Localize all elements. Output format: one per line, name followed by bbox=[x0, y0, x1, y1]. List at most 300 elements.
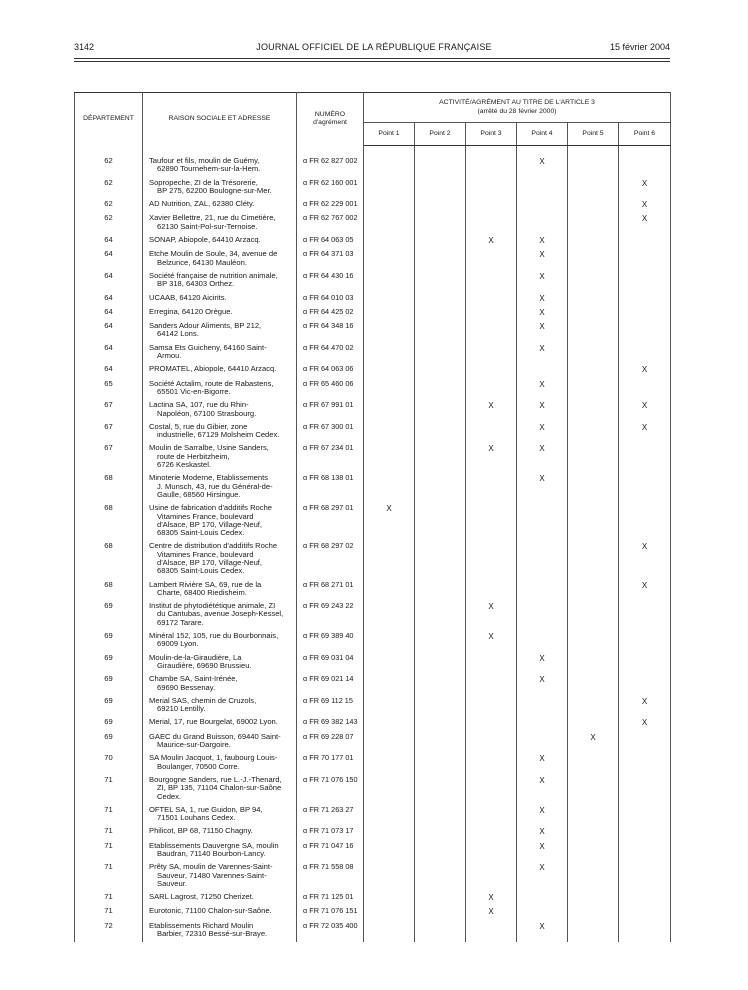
departement-cell: 68 bbox=[75, 473, 143, 499]
point-6-cell bbox=[619, 906, 671, 916]
point-2-cell bbox=[415, 443, 466, 469]
address-line: Merial SAS, chemin de Cruzols, bbox=[149, 695, 257, 705]
table-row bbox=[75, 892, 671, 902]
departement-cell: 62 bbox=[75, 199, 143, 209]
point-4-cell bbox=[517, 674, 568, 692]
check-mark: X bbox=[641, 365, 648, 375]
point-5-cell bbox=[568, 753, 619, 771]
address-line: Etche Moulin de Soule, 34, avenue de bbox=[149, 249, 278, 259]
table-row bbox=[75, 674, 671, 692]
point-2-cell bbox=[415, 199, 466, 209]
col-header-point-1: Point 1 bbox=[364, 123, 415, 146]
check-mark: X bbox=[539, 754, 545, 764]
raison-sociale-cell bbox=[143, 443, 297, 469]
numero-agrement-cell: α FR 69 112 15 bbox=[297, 696, 364, 714]
numero-agrement-cell: α FR 67 991 01 bbox=[297, 400, 364, 418]
point-3-cell bbox=[466, 249, 517, 267]
address-line: Vitamines France, boulevard bbox=[157, 549, 254, 559]
numero-agrement-cell: α FR 71 125 01 bbox=[297, 892, 364, 902]
numero-agrement-cell: α FR 69 031 04 bbox=[297, 653, 364, 671]
table-row bbox=[75, 775, 671, 801]
point-3-cell bbox=[466, 213, 517, 231]
table-row bbox=[75, 580, 671, 598]
raison-sociale-cell bbox=[143, 307, 297, 317]
point-5-cell bbox=[568, 921, 619, 939]
point-2-cell bbox=[415, 271, 466, 289]
raison-sociale-cell bbox=[143, 732, 297, 750]
point-3-cell bbox=[466, 422, 517, 440]
address-line: 69009 Lyon. bbox=[157, 639, 199, 649]
point-6-cell bbox=[619, 235, 671, 245]
raison-sociale-cell bbox=[143, 249, 297, 267]
point-4-cell bbox=[517, 271, 568, 289]
point-6-cell bbox=[619, 307, 671, 317]
address-line: Bourgogne Sanders, rue L.-J.-Thenard, bbox=[149, 774, 282, 784]
point-3-cell bbox=[466, 892, 517, 902]
point-5-cell bbox=[568, 293, 619, 303]
point-4-cell bbox=[517, 473, 568, 499]
point-6-cell bbox=[619, 775, 671, 801]
point-3-cell bbox=[466, 826, 517, 836]
point-1-cell bbox=[364, 503, 415, 537]
point-4-cell bbox=[517, 631, 568, 649]
address-line: 69690 Bessenay. bbox=[157, 682, 216, 692]
point-4-cell bbox=[517, 364, 568, 374]
point-1-cell bbox=[364, 826, 415, 836]
point-6-cell bbox=[619, 717, 671, 727]
point-4-cell bbox=[517, 862, 568, 888]
point-3-cell bbox=[466, 653, 517, 671]
point-2-cell bbox=[415, 321, 466, 339]
point-4-cell bbox=[517, 775, 568, 801]
raison-sociale-cell bbox=[143, 503, 297, 537]
point-4-cell bbox=[517, 753, 568, 771]
address-line: Centre de distribution d'additifs Roche bbox=[149, 541, 278, 551]
departement-cell: 67 bbox=[75, 400, 143, 418]
numero-agrement-cell: α FR 62 229 001 bbox=[297, 199, 364, 209]
raison-sociale-cell bbox=[143, 156, 297, 174]
table-row bbox=[75, 343, 671, 361]
point-5-cell bbox=[568, 473, 619, 499]
point-2-cell bbox=[415, 213, 466, 231]
point-3-cell bbox=[466, 696, 517, 714]
table-row bbox=[75, 443, 671, 469]
point-6-cell bbox=[619, 631, 671, 649]
point-1-cell bbox=[364, 364, 415, 374]
table-row bbox=[75, 178, 671, 196]
address-line: d'Alsace, BP 170, Village-Neuf, bbox=[157, 557, 263, 567]
point-4-cell bbox=[517, 541, 568, 575]
point-2-cell bbox=[415, 696, 466, 714]
point-1-cell bbox=[364, 400, 415, 418]
point-6-cell bbox=[619, 601, 671, 627]
numero-agrement-cell: α FR 62 827 002 bbox=[297, 156, 364, 174]
numero-agrement-cell: α FR 64 348 16 bbox=[297, 321, 364, 339]
point-3-cell bbox=[466, 862, 517, 888]
point-3-cell bbox=[466, 199, 517, 209]
point-6-cell bbox=[619, 674, 671, 692]
check-mark: X bbox=[539, 653, 545, 663]
departement-cell: 64 bbox=[75, 343, 143, 361]
address-line: Sopropeche, ZI de la Trésorerie, bbox=[149, 177, 258, 187]
raison-sociale-cell bbox=[143, 696, 297, 714]
point-5-cell bbox=[568, 841, 619, 859]
raison-sociale-cell bbox=[143, 674, 297, 692]
point-6-cell bbox=[619, 249, 671, 267]
address-line: Maurice-sur-Dargoire. bbox=[157, 740, 231, 750]
address-line: ZI, BP 135, 71104 Chalon-sur-Saône bbox=[157, 783, 282, 793]
point-5-cell bbox=[568, 343, 619, 361]
point-3-cell bbox=[466, 178, 517, 196]
departement-cell: 69 bbox=[75, 653, 143, 671]
departement-cell: 64 bbox=[75, 321, 143, 339]
point-5-cell bbox=[568, 906, 619, 916]
col-header-activite bbox=[364, 93, 671, 123]
address-line: Lambert Rivière SA, 69, rue de la bbox=[149, 579, 262, 589]
point-4-cell bbox=[517, 503, 568, 537]
point-3-cell bbox=[466, 541, 517, 575]
numero-agrement-cell: α FR 68 138 01 bbox=[297, 473, 364, 499]
point-2-cell bbox=[415, 601, 466, 627]
point-4-cell bbox=[517, 921, 568, 939]
address-line: 69172 Tarare. bbox=[157, 617, 204, 627]
col-header-raison-sociale: RAISON SOCIALE ET ADRESSE bbox=[143, 93, 297, 146]
address-line: AD Nutrition, ZAL, 62380 Cléty. bbox=[149, 199, 255, 209]
point-6-cell bbox=[619, 364, 671, 374]
point-3-cell bbox=[466, 717, 517, 727]
departement-cell: 64 bbox=[75, 307, 143, 317]
numero-agrement-cell: α FR 70 177 01 bbox=[297, 753, 364, 771]
point-5-cell bbox=[568, 775, 619, 801]
point-1-cell bbox=[364, 178, 415, 196]
check-mark: X bbox=[539, 921, 545, 931]
departement-cell: 68 bbox=[75, 541, 143, 575]
point-1-cell bbox=[364, 580, 415, 598]
numero-agrement-cell: α FR 68 297 02 bbox=[297, 541, 364, 575]
agrement-label: d'agrément bbox=[313, 119, 347, 127]
check-mark: X bbox=[539, 307, 545, 317]
table-row bbox=[75, 307, 671, 317]
raison-sociale-cell bbox=[143, 321, 297, 339]
table-row bbox=[75, 422, 671, 440]
point-6-cell bbox=[619, 580, 671, 598]
point-6-cell bbox=[619, 653, 671, 671]
address-line: Etablissements Richard Moulin bbox=[149, 920, 254, 930]
raison-sociale-cell bbox=[143, 580, 297, 598]
point-6-cell bbox=[619, 696, 671, 714]
check-mark: X bbox=[488, 907, 494, 917]
point-2-cell bbox=[415, 826, 466, 836]
departement-cell: 62 bbox=[75, 156, 143, 174]
address-line: Etablissements Dauvergne SA, moulin bbox=[149, 840, 279, 850]
check-mark: X bbox=[641, 200, 648, 210]
address-line: PROMATEL, Abiopole, 64410 Arzacq. bbox=[149, 364, 277, 374]
address-line: Société Actalim, route de Rabastens, bbox=[149, 378, 274, 388]
check-mark: X bbox=[539, 236, 545, 246]
check-mark: X bbox=[539, 293, 545, 303]
point-5-cell bbox=[568, 156, 619, 174]
point-1-cell bbox=[364, 805, 415, 823]
point-4-cell bbox=[517, 293, 568, 303]
raison-sociale-cell bbox=[143, 805, 297, 823]
point-2-cell bbox=[415, 841, 466, 859]
col-header-point-3: Point 3 bbox=[466, 123, 517, 146]
point-1-cell bbox=[364, 674, 415, 692]
point-2-cell bbox=[415, 921, 466, 939]
point-1-cell bbox=[364, 732, 415, 750]
table-row bbox=[75, 213, 671, 231]
raison-sociale-cell bbox=[143, 541, 297, 575]
agrement-table bbox=[74, 92, 671, 942]
address-line: Armou. bbox=[157, 351, 182, 361]
point-5-cell bbox=[568, 178, 619, 196]
point-3-cell bbox=[466, 379, 517, 397]
point-6-cell bbox=[619, 841, 671, 859]
point-2-cell bbox=[415, 235, 466, 245]
header-rule bbox=[74, 58, 670, 59]
point-2-cell bbox=[415, 653, 466, 671]
point-3-cell bbox=[466, 580, 517, 598]
point-2-cell bbox=[415, 862, 466, 888]
raison-sociale-cell bbox=[143, 271, 297, 289]
point-6-cell bbox=[619, 199, 671, 209]
check-mark: X bbox=[488, 632, 494, 642]
point-5-cell bbox=[568, 213, 619, 231]
table-row bbox=[75, 653, 671, 671]
numero-agrement-cell: α FR 71 076 150 bbox=[297, 775, 364, 801]
point-1-cell bbox=[364, 753, 415, 771]
col-header-point-2: Point 2 bbox=[415, 123, 466, 146]
departement-cell: 71 bbox=[75, 805, 143, 823]
departement-cell: 70 bbox=[75, 753, 143, 771]
point-1-cell bbox=[364, 717, 415, 727]
check-mark: X bbox=[641, 542, 648, 552]
point-5-cell bbox=[568, 674, 619, 692]
address-line: Eurotonic, 71100 Chalon-sur-Saône. bbox=[149, 906, 272, 916]
point-6-cell bbox=[619, 178, 671, 196]
raison-sociale-cell bbox=[143, 892, 297, 902]
point-1-cell bbox=[364, 841, 415, 859]
point-4-cell bbox=[517, 379, 568, 397]
departement-cell: 71 bbox=[75, 892, 143, 902]
check-mark: X bbox=[488, 444, 494, 454]
point-3-cell bbox=[466, 307, 517, 317]
address-line: Usine de fabrication d'additifs Roche bbox=[149, 503, 273, 513]
point-4-cell bbox=[517, 400, 568, 418]
numero-agrement-cell: α FR 72 035 400 bbox=[297, 921, 364, 939]
point-2-cell bbox=[415, 178, 466, 196]
activite-subtitle: (arrêté du 28 février 2000) bbox=[477, 107, 557, 115]
address-line: Chambe SA, Saint-Irénée, bbox=[149, 674, 238, 684]
point-6-cell bbox=[619, 892, 671, 902]
table-row bbox=[75, 271, 671, 289]
check-mark: X bbox=[539, 422, 545, 432]
point-2-cell bbox=[415, 379, 466, 397]
point-5-cell bbox=[568, 601, 619, 627]
numero-agrement-cell: α FR 64 425 02 bbox=[297, 307, 364, 317]
check-mark: X bbox=[641, 214, 648, 224]
point-5-cell bbox=[568, 443, 619, 469]
point-6-cell bbox=[619, 732, 671, 750]
address-line: 69210 Lentilly. bbox=[157, 704, 206, 714]
point-1-cell bbox=[364, 271, 415, 289]
col-header-point-5: Point 5 bbox=[568, 123, 619, 146]
address-line: BP 275, 62200 Boulogne-sur-Mer. bbox=[157, 185, 272, 195]
check-mark: X bbox=[641, 422, 648, 432]
check-mark: X bbox=[539, 322, 545, 332]
address-line: Philicot, BP 68, 71150 Chagny. bbox=[149, 826, 253, 836]
numero-agrement-cell: α FR 64 063 05 bbox=[297, 235, 364, 245]
point-5-cell bbox=[568, 862, 619, 888]
activite-title: ACTIVITÉ/AGRÉMENT AU TITRE DE L'ARTICLE 3 bbox=[439, 99, 595, 107]
address-line: Vitamines France, boulevard bbox=[157, 511, 254, 521]
point-4-cell bbox=[517, 826, 568, 836]
departement-cell: 64 bbox=[75, 249, 143, 267]
point-1-cell bbox=[364, 213, 415, 231]
numero-agrement-cell: α FR 68 297 01 bbox=[297, 503, 364, 537]
point-4-cell bbox=[517, 601, 568, 627]
point-3-cell bbox=[466, 601, 517, 627]
table-row bbox=[75, 249, 671, 267]
raison-sociale-cell bbox=[143, 862, 297, 888]
raison-sociale-cell bbox=[143, 422, 297, 440]
point-5-cell bbox=[568, 717, 619, 727]
table-row bbox=[75, 805, 671, 823]
point-2-cell bbox=[415, 674, 466, 692]
point-4-cell bbox=[517, 213, 568, 231]
raison-sociale-cell bbox=[143, 775, 297, 801]
numero-agrement-cell: α FR 69 228 07 bbox=[297, 732, 364, 750]
point-3-cell bbox=[466, 364, 517, 374]
point-3-cell bbox=[466, 156, 517, 174]
table-row bbox=[75, 921, 671, 939]
point-6-cell bbox=[619, 826, 671, 836]
point-2-cell bbox=[415, 753, 466, 771]
check-mark: X bbox=[590, 732, 596, 742]
point-1-cell bbox=[364, 343, 415, 361]
point-2-cell bbox=[415, 156, 466, 174]
point-4-cell bbox=[517, 580, 568, 598]
departement-cell: 71 bbox=[75, 826, 143, 836]
check-mark: X bbox=[539, 401, 545, 411]
raison-sociale-cell bbox=[143, 293, 297, 303]
address-line: Gaulle, 68560 Hirsingue. bbox=[157, 489, 241, 499]
check-mark: X bbox=[641, 178, 648, 188]
departement-cell: 71 bbox=[75, 841, 143, 859]
check-mark: X bbox=[539, 841, 545, 851]
point-4-cell bbox=[517, 249, 568, 267]
table-row bbox=[75, 503, 671, 537]
table-row bbox=[75, 841, 671, 859]
point-1-cell bbox=[364, 379, 415, 397]
point-4-cell bbox=[517, 892, 568, 902]
address-line: Minéral 152, 105, rue du Bourbonnais, bbox=[149, 631, 279, 641]
point-2-cell bbox=[415, 343, 466, 361]
point-3-cell bbox=[466, 753, 517, 771]
table-row bbox=[75, 826, 671, 836]
check-mark: X bbox=[641, 401, 648, 411]
point-3-cell bbox=[466, 841, 517, 859]
point-4-cell bbox=[517, 235, 568, 245]
raison-sociale-cell bbox=[143, 379, 297, 397]
raison-sociale-cell bbox=[143, 400, 297, 418]
numero-agrement-cell: α FR 69 382 143 bbox=[297, 717, 364, 727]
table-row bbox=[75, 235, 671, 245]
numero-agrement-cell: α FR 64 010 03 bbox=[297, 293, 364, 303]
raison-sociale-cell bbox=[143, 921, 297, 939]
point-6-cell bbox=[619, 156, 671, 174]
point-1-cell bbox=[364, 321, 415, 339]
address-line: 71501 Louhans Cedex. bbox=[157, 813, 236, 823]
table-row bbox=[75, 696, 671, 714]
point-5-cell bbox=[568, 199, 619, 209]
point-3-cell bbox=[466, 443, 517, 469]
table-row bbox=[75, 717, 671, 727]
point-4-cell bbox=[517, 156, 568, 174]
numero-agrement-cell: α FR 71 073 17 bbox=[297, 826, 364, 836]
page-number: 3142 bbox=[74, 42, 95, 52]
numero-agrement-cell: α FR 67 234 01 bbox=[297, 443, 364, 469]
address-line: SA Moulin Jacquot, 1, faubourg Louis- bbox=[149, 753, 278, 763]
point-4-cell bbox=[517, 841, 568, 859]
address-line: Sanders Adour Aliments, BP 212, bbox=[149, 321, 262, 331]
numero-agrement-cell: α FR 69 021 14 bbox=[297, 674, 364, 692]
point-1-cell bbox=[364, 696, 415, 714]
col-header-numero bbox=[297, 93, 364, 146]
numero-agrement-cell: α FR 71 047 16 bbox=[297, 841, 364, 859]
point-1-cell bbox=[364, 473, 415, 499]
point-3-cell bbox=[466, 631, 517, 649]
point-4-cell bbox=[517, 443, 568, 469]
numero-agrement-cell: α FR 62 160 001 bbox=[297, 178, 364, 196]
point-6-cell bbox=[619, 400, 671, 418]
raison-sociale-cell bbox=[143, 343, 297, 361]
departement-cell: 65 bbox=[75, 379, 143, 397]
point-5-cell bbox=[568, 732, 619, 750]
raison-sociale-cell bbox=[143, 178, 297, 196]
raison-sociale-cell bbox=[143, 213, 297, 231]
point-2-cell bbox=[415, 717, 466, 727]
address-line: Belzunce, 64130 Mauléon. bbox=[157, 257, 247, 267]
departement-cell: 62 bbox=[75, 213, 143, 231]
point-6-cell bbox=[619, 753, 671, 771]
address-line: Boulanger, 70500 Corre. bbox=[157, 761, 240, 771]
departement-cell: 64 bbox=[75, 293, 143, 303]
departement-cell: 72 bbox=[75, 921, 143, 939]
point-5-cell bbox=[568, 541, 619, 575]
address-line: Xavier Bellettre, 21, rue du Cimetière, bbox=[149, 213, 276, 223]
address-line: Sauveur, 71480 Varennes-Saint- bbox=[157, 870, 267, 880]
point-5-cell bbox=[568, 805, 619, 823]
check-mark: X bbox=[488, 602, 494, 612]
numero-label: NUMÉRO bbox=[314, 110, 346, 118]
departement-cell: 69 bbox=[75, 601, 143, 627]
point-4-cell bbox=[517, 178, 568, 196]
address-line: industrielle, 67129 Molsheim Cedex. bbox=[157, 430, 280, 440]
table-row bbox=[75, 601, 671, 627]
address-line: 68305 Saint-Louis Cedex. bbox=[157, 528, 245, 538]
raison-sociale-cell bbox=[143, 235, 297, 245]
address-line: UCAAB, 64120 Aicirits. bbox=[149, 292, 227, 302]
point-6-cell bbox=[619, 541, 671, 575]
point-3-cell bbox=[466, 805, 517, 823]
numero-agrement-cell: α FR 64 371 03 bbox=[297, 249, 364, 267]
numero-agrement-cell: α FR 65 460 06 bbox=[297, 379, 364, 397]
point-1-cell bbox=[364, 541, 415, 575]
row-gap bbox=[75, 938, 671, 942]
point-2-cell bbox=[415, 732, 466, 750]
point-4-cell bbox=[517, 696, 568, 714]
